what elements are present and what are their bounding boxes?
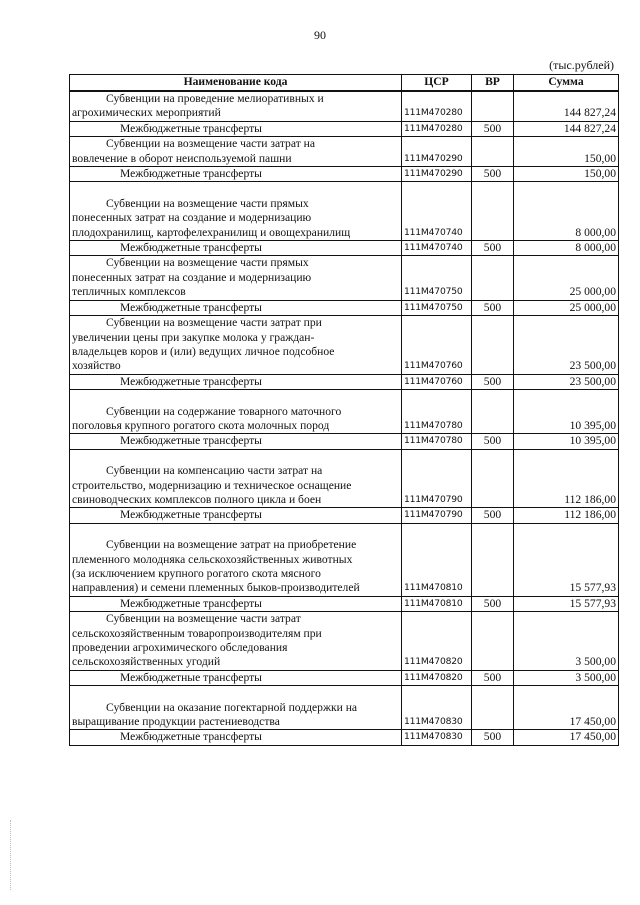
row-name-line: поголовья крупного рогатого скота молочных пород (72, 418, 330, 432)
row-vr: 500 (472, 434, 514, 449)
row-sum: 112 186,00 (514, 449, 619, 508)
row-name-line: (за исключением крупного рогатого скота мясного (72, 567, 321, 580)
table-row (70, 730, 619, 745)
row-vr (472, 137, 514, 167)
row-transfer-name (70, 434, 402, 449)
row-sum: 23 500,00 (514, 316, 619, 375)
table-row (70, 523, 619, 596)
margin-mark (10, 820, 13, 890)
table-row (70, 434, 619, 449)
table-row (70, 670, 619, 685)
row-csr: 111М470740 (402, 241, 472, 256)
table-row (70, 182, 619, 241)
header-sum: Сумма (514, 75, 619, 92)
row-vr (472, 91, 514, 121)
row-subvention-name (70, 182, 402, 241)
row-name-line: Субвенции на возмещение части затрат на (106, 137, 316, 151)
row-sum: 23 500,00 (514, 374, 619, 389)
row-csr: 111М470780 (402, 434, 472, 449)
row-vr: 500 (472, 167, 514, 182)
row-csr: 111М470290 (402, 167, 472, 182)
row-transfer-name (70, 596, 402, 611)
row-sum: 144 827,24 (514, 121, 619, 136)
table-body (70, 91, 619, 745)
row-sum: 17 450,00 (514, 686, 619, 730)
table-row (70, 596, 619, 611)
table-row (70, 390, 619, 434)
row-subvention-name (70, 523, 402, 596)
row-csr: 111М470790 (402, 508, 472, 523)
table-row (70, 241, 619, 256)
row-sum: 150,00 (514, 167, 619, 182)
row-sum: 144 827,24 (514, 91, 619, 121)
row-sum: 8 000,00 (514, 182, 619, 241)
table-row (70, 256, 619, 300)
row-name-line: хозяйство (72, 359, 121, 373)
header-name: Наименование кода (70, 75, 402, 92)
row-sum: 25 000,00 (514, 256, 619, 300)
row-csr: 111М470830 (402, 730, 472, 745)
row-name-line: увеличении цены при закупке молока у граждан- (72, 330, 315, 344)
row-name-line: понесенных затрат на создание и модернизацию (72, 211, 312, 225)
row-vr: 500 (472, 670, 514, 685)
row-name-line: Межбюджетные трансферты (120, 241, 262, 255)
row-name-line: направления) и семени племенных быков-производителей (72, 581, 360, 595)
row-vr: 500 (472, 596, 514, 611)
row-vr: 500 (472, 300, 514, 315)
row-vr (472, 390, 514, 434)
row-csr: 111М470760 (402, 374, 472, 389)
budget-table (69, 74, 619, 746)
row-name-line: Субвенции на содержание товарного маточного (106, 404, 342, 418)
row-vr (472, 182, 514, 241)
row-name-line: агрохимических мероприятий (72, 106, 221, 120)
row-vr (472, 686, 514, 730)
row-vr (472, 256, 514, 300)
row-sum: 8 000,00 (514, 241, 619, 256)
table-row (70, 374, 619, 389)
row-sum: 17 450,00 (514, 730, 619, 745)
row-vr: 500 (472, 374, 514, 389)
row-name-line: владельцев коров и (или) ведущих личное подсобное (72, 344, 335, 358)
row-csr: 111М470830 (402, 686, 472, 730)
row-name-line: Субвенции на возмещение части прямых (106, 196, 309, 210)
row-name-line: Межбюджетные трансферты (120, 508, 262, 522)
row-name-line: Межбюджетные трансферты (120, 121, 262, 135)
row-vr (472, 523, 514, 596)
row-sum: 15 577,93 (514, 523, 619, 596)
row-sum: 25 000,00 (514, 300, 619, 315)
row-subvention-name (70, 390, 402, 434)
row-csr: 111М470280 (402, 121, 472, 136)
table-row (70, 316, 619, 375)
row-name-line: Субвенции на возмещение затрат на приобретение (106, 538, 357, 552)
row-transfer-name (70, 670, 402, 685)
row-vr (472, 316, 514, 375)
row-subvention-name (70, 686, 402, 730)
table-row (70, 121, 619, 136)
row-subvention-name (70, 316, 402, 375)
row-csr: 111М470790 (402, 449, 472, 508)
row-subvention-name (70, 612, 402, 671)
row-vr: 500 (472, 241, 514, 256)
row-name-line: племенного молодняка сельскохозяйственных животных (72, 552, 353, 566)
row-name-line: понесенных затрат на создание и модернизацию (72, 270, 312, 284)
row-name-line: сельскохозяйственных угодий (72, 655, 221, 669)
row-name-line: тепличных комплексов (72, 285, 186, 299)
row-vr (472, 449, 514, 508)
row-csr: 111М470810 (402, 596, 472, 611)
row-transfer-name (70, 167, 402, 182)
page-number: 90 (314, 28, 326, 42)
row-sum: 150,00 (514, 137, 619, 167)
row-csr: 111М470820 (402, 670, 472, 685)
row-name-line: Межбюджетные трансферты (120, 434, 262, 448)
row-name-line: свиноводческих комплексов полного цикла и боен (72, 492, 322, 506)
row-csr: 111М470820 (402, 612, 472, 671)
table-row (70, 137, 619, 167)
table-row (70, 686, 619, 730)
units-label: (тыс.рублей) (549, 58, 614, 72)
row-name-line: выращивание продукции растениеводства (72, 715, 280, 729)
row-name-line: Межбюджетные трансферты (120, 670, 262, 684)
row-csr: 111М470280 (402, 91, 472, 121)
row-name-line: вовлечение в оборот неиспользуемой пашни (72, 151, 292, 165)
row-csr: 111М470780 (402, 390, 472, 434)
table-row (70, 508, 619, 523)
row-name-line: Межбюджетные трансферты (120, 300, 262, 314)
row-name-line: проведении агрохимического обследования (72, 641, 288, 655)
row-name-line: Субвенции на компенсацию части затрат на (106, 464, 323, 478)
row-name-line: Субвенции на возмещение части затрат при (106, 316, 322, 330)
row-transfer-name (70, 730, 402, 745)
row-name-line: Субвенции на проведение мелиоративных и (106, 92, 324, 105)
row-sum: 10 395,00 (514, 390, 619, 434)
table-row (70, 91, 619, 121)
row-subvention-name (70, 256, 402, 300)
table-row (70, 300, 619, 315)
row-transfer-name (70, 121, 402, 136)
table-header-row (70, 75, 619, 92)
row-name-line: Межбюджетные трансферты (120, 596, 262, 610)
row-transfer-name (70, 241, 402, 256)
row-vr: 500 (472, 508, 514, 523)
row-name-line: строительство, модернизацию и техническое оснащение (72, 478, 352, 492)
row-csr: 111М470740 (402, 182, 472, 241)
row-name-line: Межбюджетные трансферты (120, 730, 262, 744)
row-vr: 500 (472, 730, 514, 745)
row-transfer-name (70, 300, 402, 315)
table-row (70, 449, 619, 508)
row-transfer-name (70, 508, 402, 523)
row-subvention-name (70, 449, 402, 508)
header-vr: ВР (472, 75, 514, 92)
row-csr: 111М470810 (402, 523, 472, 596)
row-sum: 3 500,00 (514, 670, 619, 685)
header-csr: ЦСР (402, 75, 472, 92)
row-name-line: Межбюджетные трансферты (120, 374, 262, 388)
row-name-line: Субвенции на возмещение части прямых (106, 256, 309, 270)
row-name-line: Субвенции на возмещение части затрат (106, 612, 301, 626)
row-sum: 112 186,00 (514, 508, 619, 523)
row-sum: 10 395,00 (514, 434, 619, 449)
row-sum: 15 577,93 (514, 596, 619, 611)
row-csr: 111М470750 (402, 300, 472, 315)
row-csr: 111М470750 (402, 256, 472, 300)
row-csr: 111М470290 (402, 137, 472, 167)
row-name-line: сельскохозяйственным товаропроизводителям при (72, 626, 322, 640)
row-vr (472, 612, 514, 671)
row-name-line: Межбюджетные трансферты (120, 167, 262, 181)
row-csr: 111М470760 (402, 316, 472, 375)
row-name-line: плодохранилищ, картофелехранилищ и овощехранилищ (72, 225, 351, 239)
row-subvention-name (70, 137, 402, 167)
table-row (70, 167, 619, 182)
row-sum: 3 500,00 (514, 612, 619, 671)
row-name-line: Субвенции на оказание погектарной поддержки на (106, 700, 358, 714)
table-row (70, 612, 619, 671)
row-vr: 500 (472, 121, 514, 136)
row-subvention-name (70, 91, 402, 121)
row-transfer-name (70, 374, 402, 389)
